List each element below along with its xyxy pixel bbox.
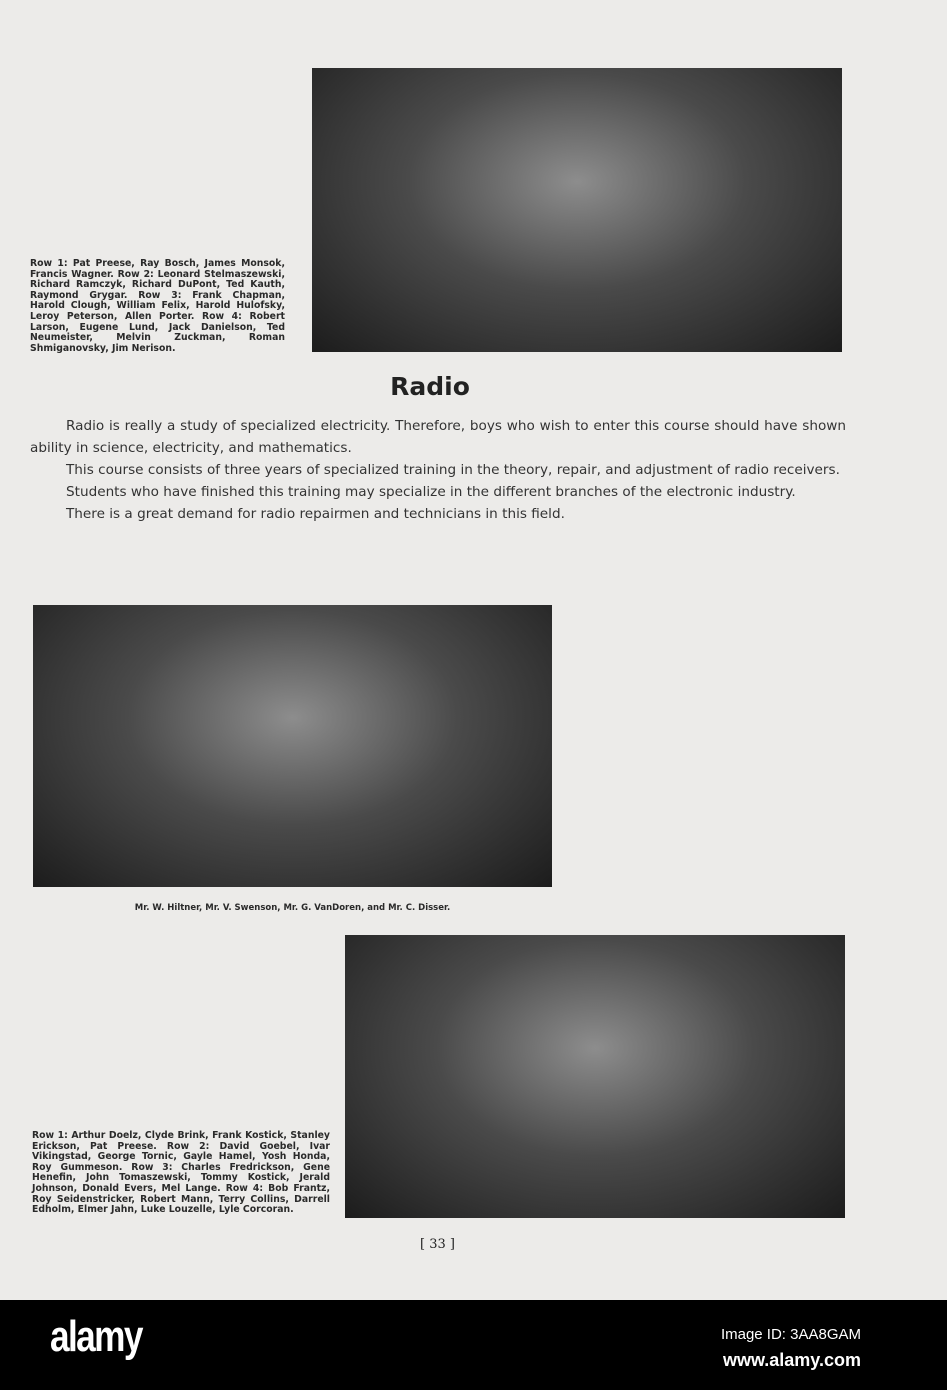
top-photo-caption: Row 1: Pat Preese, Ray Bosch, James Monsok, Francis Wagner. Row 2: Leonard Stelmaszewski, Richard Ramczyk, Richard DuPont, Ted Kauth, Raymond Grygar. Row 3: Frank Chapman, Harold Clough, William Felix, Harold Hulofsky, Leroy Peterson, Allen Porter. Row 4: Robert Larson, Eugene Lund, Jack Danielson, Ted Neumeister, Melvin Zuckman, Roman Shmiganovsky, Jim Nerison.	[30, 258, 285, 354]
page-title: Radio	[390, 372, 470, 401]
instructors-photo	[33, 605, 552, 887]
paragraph: Radio is really a study of specialized electricity. Therefore, boys who wish to enter this course should have shown ability in science, electricity, and mathematics.	[30, 418, 846, 456]
instructors-caption: Mr. W. Hiltner, Mr. V. Swenson, Mr. G. VanDoren, and Mr. C. Disser.	[134, 903, 451, 913]
paragraph: This course consists of three years of specialized training in the theory, repair, and adjustment of radio receivers.	[66, 462, 840, 478]
watermark-footer	[0, 1300, 947, 1390]
group-photo-bottom	[345, 935, 845, 1218]
group-photo-top	[312, 68, 842, 352]
paragraph: There is a great demand for radio repairmen and technicians in this field.	[66, 506, 565, 522]
page-number: [ 33 ]	[420, 1237, 455, 1252]
body-text	[30, 415, 846, 525]
image-id: Image ID: 3AA8GAM	[720, 1326, 861, 1343]
alamy-logo: alamy	[50, 1312, 142, 1361]
paragraph: Students who have finished this training may specialize in the different branches of the electronic industry.	[66, 484, 796, 500]
bottom-photo-caption: Row 1: Arthur Doelz, Clyde Brink, Frank Kostick, Stanley Erickson, Pat Preese. Row 2: David Goebel, Ivar Vikingstad, George Tornic, Gayle Hamel, Yosh Honda, Roy Gummeson. Row 3: Charles Fredrickson, Gene Henefin, John Tomaszewski, Tommy Kostick, Jerald Johnson, Donald Evers, Mel Lange. Row 4: Bob Frantz, Roy Seidenstricker, Robert Mann, Terry Collins, Darrell Edholm, Elmer Jahn, Luke Louzelle, Lyle Corcoran.	[32, 1130, 330, 1216]
site-url[interactable]: www.alamy.com	[722, 1350, 861, 1370]
